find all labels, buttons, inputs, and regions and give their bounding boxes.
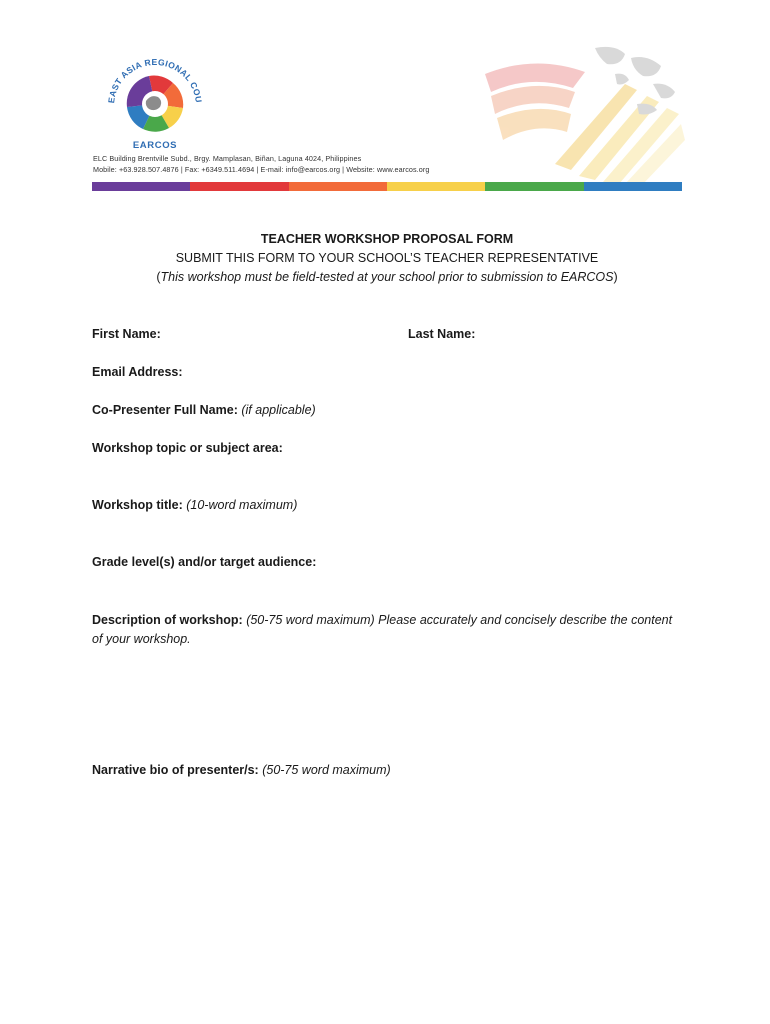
color-bar-segment (485, 182, 583, 191)
copresenter-label: Co-Presenter Full Name: (92, 403, 238, 417)
workshop-title-field[interactable] (92, 498, 297, 512)
rainbow-divider-bar (92, 182, 682, 191)
workshop-topic-field[interactable] (92, 441, 283, 455)
email-field[interactable] (92, 365, 183, 379)
bio-label: Narrative bio of presenter/s: (92, 763, 259, 777)
form-subtitle: SUBMIT THIS FORM TO YOUR SCHOOL’S TEACHER REPRESENTATIVE (175, 251, 599, 265)
organization-contact-info: Mobile: +63.928.507.4876 | Fax: +6349.511.4694 | E-mail: info@earcos.org | Website: www.earcos.org (93, 165, 430, 174)
grade-level-field[interactable] (92, 555, 316, 569)
color-bar-segment (584, 182, 682, 191)
color-bar-segment (92, 182, 190, 191)
earcos-logo-emblem (100, 44, 210, 156)
color-bar-segment (289, 182, 387, 191)
form-title: TEACHER WORKSHOP PROPOSAL FORM (260, 232, 514, 246)
logo-arc-text: EAST ASIA REGIONAL COU (106, 56, 204, 104)
color-bar-segment (387, 182, 485, 191)
copresenter-field[interactable] (92, 403, 316, 417)
note-close-paren: ) (613, 270, 618, 284)
color-bar-segment (190, 182, 288, 191)
organization-address: ELC Building Brentville Subd., Brgy. Mamplasan, Biñan, Laguna 4024, Philippines (93, 154, 362, 163)
note-italic-text: This workshop must be field-tested at your school prior to submission to EARCOS (160, 270, 614, 284)
grade-level-label: Grade level(s) and/or target audience: (92, 555, 317, 569)
logo-acronym: EARCOS (132, 140, 178, 151)
last-name-field[interactable] (408, 327, 475, 341)
workshop-topic-label: Workshop topic or subject area: (92, 441, 283, 455)
decorative-map-graphic (475, 44, 685, 184)
form-note (92, 270, 682, 284)
note-open-paren: ( (156, 270, 161, 284)
header-decoration-map (475, 44, 685, 184)
workshop-description-field[interactable] (92, 611, 682, 649)
first-name-label: First Name: (92, 327, 161, 341)
copresenter-hint: (if applicable) (241, 403, 316, 417)
presenter-bio-field[interactable] (92, 763, 391, 777)
bio-hint: (50-75 word maximum) (262, 763, 391, 777)
earcos-logo (100, 44, 210, 156)
description-hint: (50-75 word maximum) Please accurately and concisely describe the content of your workshop. (92, 613, 673, 646)
last-name-label: Last Name: (408, 327, 476, 341)
email-label: Email Address: (92, 365, 183, 379)
description-label: Description of workshop: (92, 613, 243, 627)
workshop-title-label: Workshop title: (92, 498, 183, 512)
first-name-field[interactable] (92, 327, 161, 341)
workshop-title-hint: (10-word maximum) (186, 498, 298, 512)
